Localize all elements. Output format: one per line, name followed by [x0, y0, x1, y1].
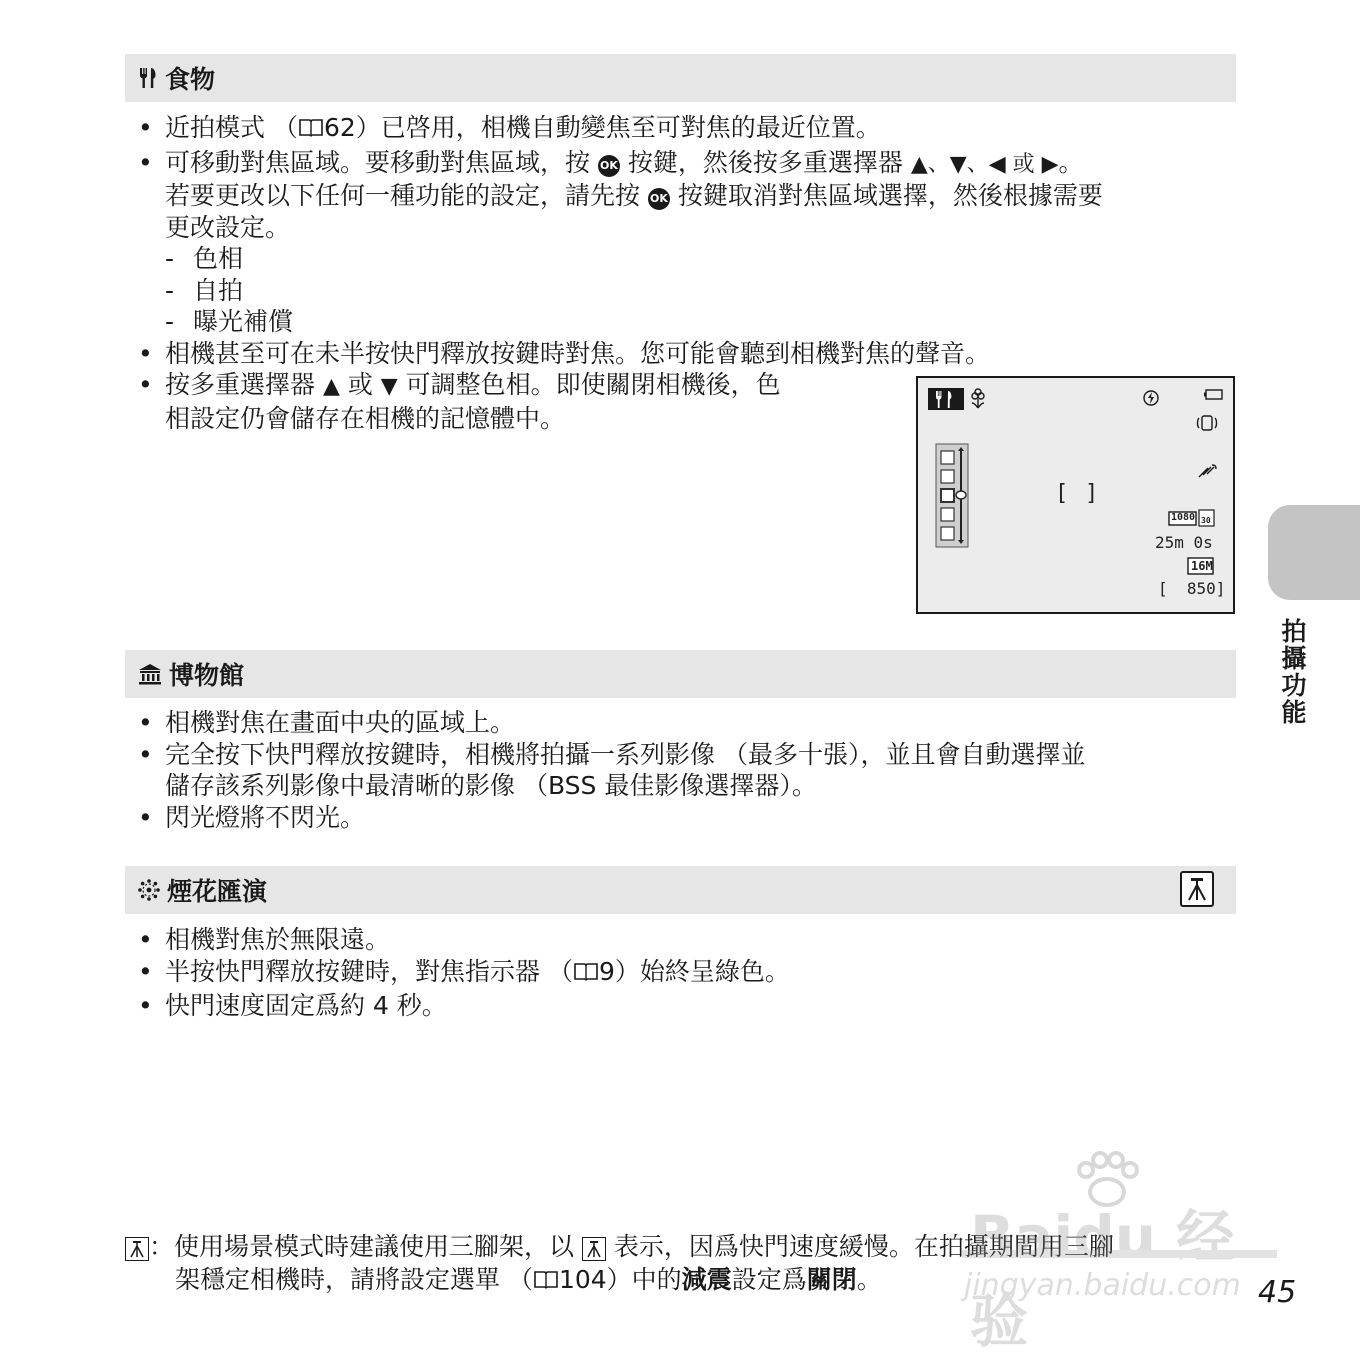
- list-item: [135, 338, 1103, 370]
- fireworks-bullet-2-text-a: 半按快門釋放按鍵時，對焦指示器 （: [165, 956, 573, 986]
- fireworks-bullet-list: [135, 924, 790, 1022]
- food-bullet-2-line2-a: 若要更改以下任何一種功能的設定，請先按: [165, 181, 648, 210]
- list-item: [135, 924, 790, 956]
- museum-bullet-1-text: 相機對焦在畫面中央的區域上。: [165, 708, 516, 737]
- food-bullet-4-line2: 相設定仍會儲存在相機的記憶體中。: [165, 403, 566, 433]
- food-bullet-4-text-b: 或: [339, 370, 381, 399]
- food-bullet-2-text-b: 按鍵，然後按多重選擇器: [619, 147, 911, 177]
- hue-adjustment-slider: [936, 444, 968, 547]
- movie-mode-label: 1080: [1171, 512, 1196, 523]
- fireworks-bullet-2-text-b: 9）始終呈綠色。: [598, 956, 790, 986]
- macro-icon: [972, 389, 984, 408]
- fireworks-bullet-3-text: 快門速度固定爲約 4 秒。: [165, 991, 447, 1020]
- food-bullet-2-text-c: 。: [1058, 147, 1084, 177]
- list-item: [135, 802, 1085, 834]
- chapter-tab: [1268, 505, 1360, 600]
- tripod-icon: [582, 1237, 606, 1261]
- sub-item-label: 自拍: [193, 275, 244, 305]
- food-bullet-3-text: 相機甚至可在未半按快門釋放按鍵時對焦。您可能會聽到相機對焦的聲音。: [165, 338, 991, 368]
- list-item: [135, 739, 1085, 802]
- image-size-label: 16M: [1191, 559, 1213, 573]
- note-line2-d: 。: [856, 1265, 882, 1294]
- list-item: [135, 956, 790, 991]
- sub-item-label: 曝光補償: [193, 307, 294, 336]
- battery-icon: [1204, 390, 1222, 399]
- food-bullet-2-text-a: 可移動對焦區域。要移動對焦區域，按: [165, 147, 598, 177]
- flash-off-icon: [1144, 391, 1158, 405]
- watermark-url: jingyan.baidu.com: [964, 1268, 1241, 1303]
- museum-bullet-2-line2: 儲存該系列影像中最清晰的影像 （BSS 最佳影像選擇器）。: [165, 771, 817, 800]
- ok-button-icon: OK: [598, 155, 620, 177]
- paw-icon: [1062, 1150, 1152, 1210]
- section-museum-header: [125, 650, 1236, 698]
- sub-item-self-timer: - 自拍: [165, 275, 244, 305]
- museum-icon: [137, 662, 163, 686]
- page-number: 45: [1258, 1275, 1297, 1310]
- food-bullet-2-line2-b: 按鍵取消對焦區域選擇，然後根據需要: [669, 181, 1103, 210]
- note-line2-a: 架穩定相機時，請將設定選單 （: [175, 1265, 533, 1294]
- focus-area-bracket-right: ]: [1085, 481, 1099, 506]
- vibration-reduction-icon: [1198, 416, 1217, 430]
- chapter-label: 拍攝功能: [1278, 618, 1307, 726]
- exposures-remaining: [ 850]: [1158, 579, 1226, 598]
- watermark-brand: Baidu 经验: [970, 1203, 1235, 1355]
- museum-bullet-list: [135, 707, 1085, 833]
- motion-detection-icon: [1199, 465, 1216, 477]
- food-bullet-1-ref: 62）已啓用，相機自動變焦至可對焦的最近位置。: [323, 113, 881, 142]
- sub-item-exposure: - 曝光補償: [165, 307, 294, 336]
- fork-knife-icon: [137, 66, 159, 90]
- museum-bullet-3-text: 閃光燈將不閃光。: [165, 802, 366, 832]
- note-line1-a: ：使用場景模式時建議使用三腳架，以: [149, 1232, 582, 1261]
- sub-item-label: 色相: [193, 244, 244, 273]
- book-ref-icon: [298, 115, 324, 147]
- sub-item-hue: - 色相: [165, 244, 244, 273]
- food-bullet-2-line3: 更改設定。: [165, 212, 291, 242]
- remaining-movie-time: 25m 0s: [1155, 533, 1213, 552]
- list-item: [135, 112, 1103, 147]
- section-food-header: [125, 54, 1236, 102]
- book-ref-icon: [573, 959, 599, 991]
- section-museum-title: 博物館: [169, 661, 245, 690]
- scene-mode-indicator: [928, 388, 964, 410]
- list-item: [135, 707, 1085, 739]
- food-bullet-4-text-a: 按多重選擇器: [165, 370, 323, 399]
- movie-fps-label: 30: [1201, 516, 1211, 525]
- focus-area-bracket-left: [: [1055, 481, 1069, 506]
- museum-bullet-2-line1: 完全按下快門釋放按鍵時，相機將拍攝一系列影像 （最多十張），並且會自動選擇並: [165, 739, 1086, 769]
- tripod-icon: [1180, 871, 1214, 907]
- note-line2-c: 設定爲: [731, 1265, 807, 1294]
- vr-setting-label: 減震: [681, 1265, 732, 1294]
- food-bullet-4-text-c: 可調整色相。即使關閉相機後，色: [397, 370, 781, 399]
- food-bullet-1-text: 近拍模式 （: [165, 113, 298, 142]
- note-line2: [125, 1263, 1114, 1299]
- multi-selector-arrows: ▲、▼、◀ 或 ▶: [910, 151, 1059, 177]
- fireworks-bullet-1-text: 相機對焦於無限遠。: [165, 925, 391, 954]
- note-line2-b: 104）中的: [558, 1265, 682, 1294]
- tripod-note: [125, 1230, 1114, 1299]
- down-arrow-icon: ▼: [380, 374, 398, 399]
- section-food-title: 食物: [165, 65, 216, 94]
- note-line1-b: 表示，因爲快門速度緩慢。在拍攝期間用三腳: [605, 1232, 1114, 1261]
- list-item: [135, 990, 790, 1022]
- off-setting-label: 關閉: [806, 1265, 857, 1294]
- fireworks-icon: [137, 878, 161, 902]
- camera-monitor-illustration: [916, 376, 1235, 614]
- tripod-icon: [125, 1237, 149, 1261]
- ok-button-icon: OK: [648, 188, 670, 210]
- up-arrow-icon: ▲: [322, 374, 340, 399]
- book-ref-icon: [533, 1266, 559, 1299]
- section-fireworks-title: 煙花匯演: [167, 877, 268, 906]
- list-item: [135, 147, 1103, 338]
- section-fireworks-header: [125, 866, 1236, 914]
